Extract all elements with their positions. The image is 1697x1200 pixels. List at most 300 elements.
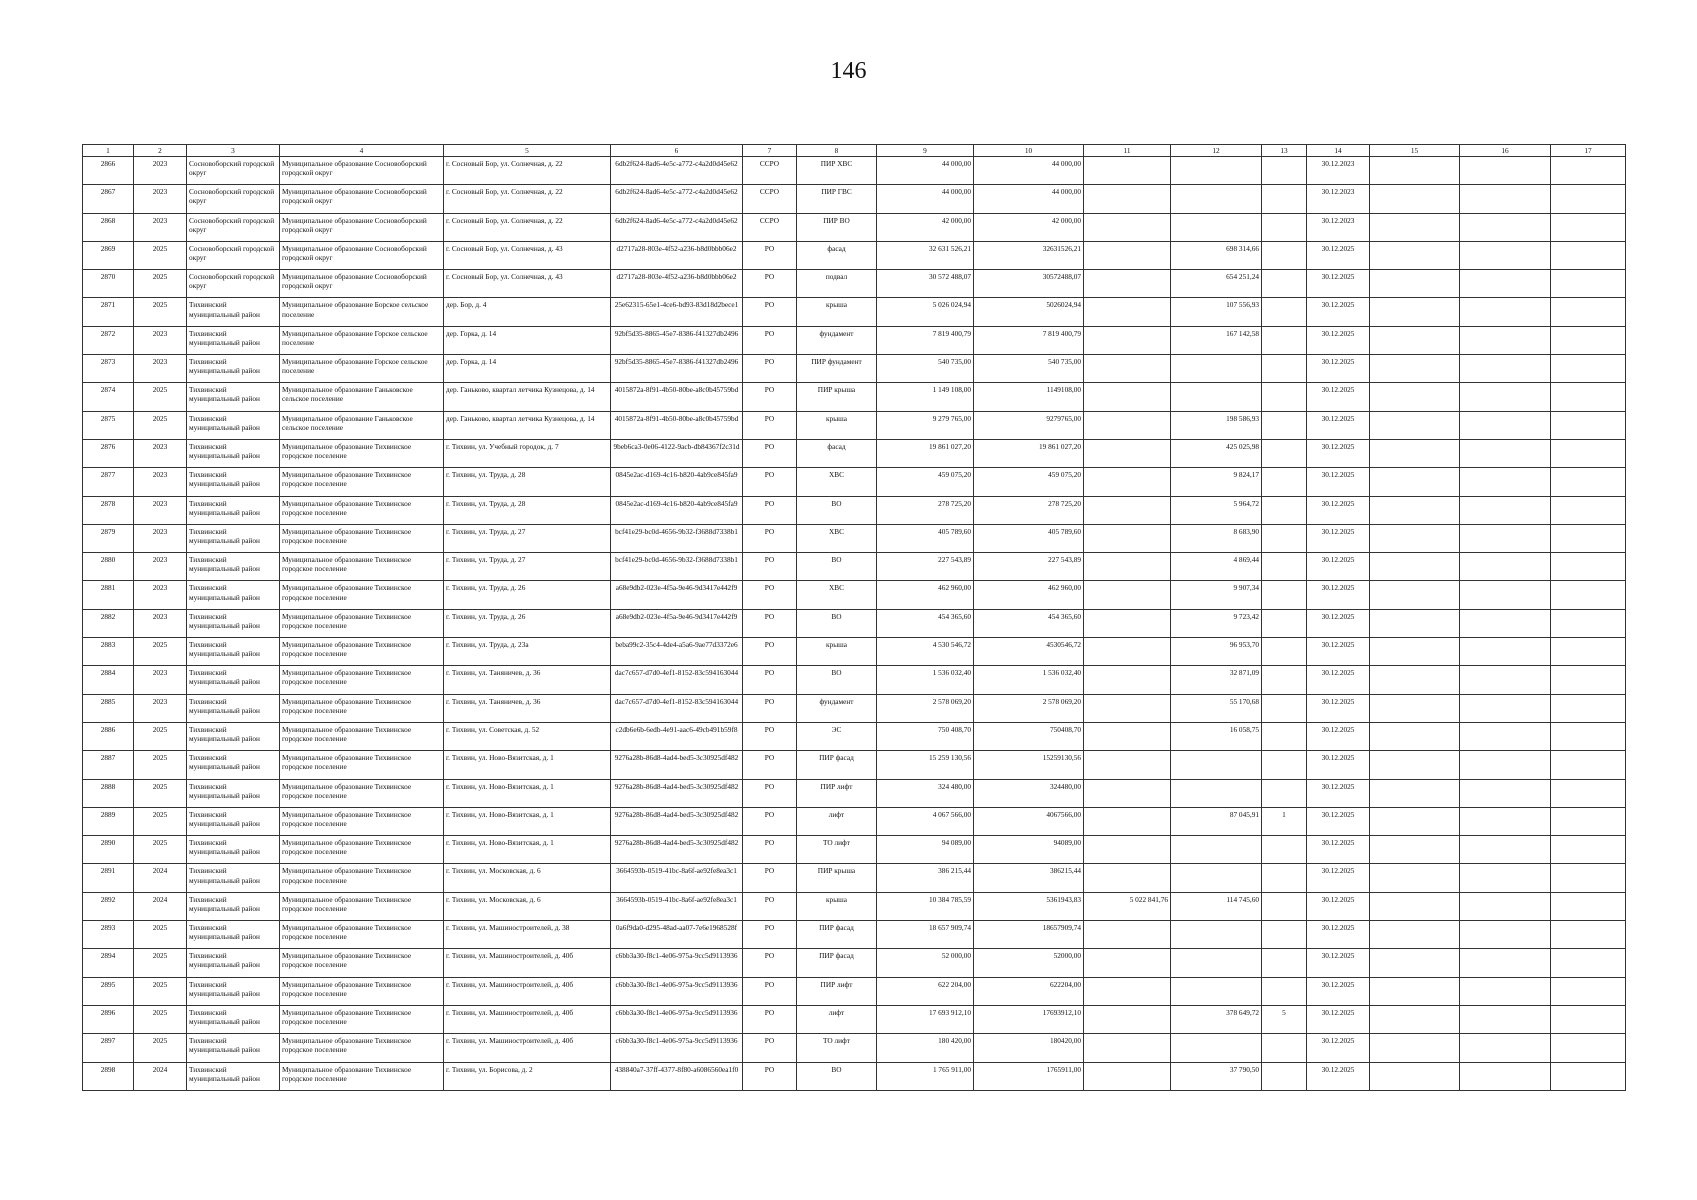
cell-quantity (1262, 751, 1307, 779)
cell-cost-extra: 107 556,93 (1171, 298, 1262, 326)
cell-year: 2023 (134, 213, 187, 241)
cell-municipality: Муниципальное образование Тихвинское городское поселение (280, 921, 444, 949)
table-row (83, 638, 1626, 666)
cell-row-number: 2868 (83, 213, 134, 241)
cell-cost-extra: 9 824,17 (1171, 468, 1262, 496)
cell-quantity (1262, 157, 1307, 185)
cell-quantity (1262, 864, 1307, 892)
table-row (83, 609, 1626, 637)
table-row (83, 949, 1626, 977)
cell-deadline: 30.12.2025 (1307, 270, 1370, 298)
cell-municipality: Муниципальное образование Борское сельское поселение (280, 298, 444, 326)
cell-house-guid: 25e62315-65e1-4ce6-bd93-83d18d2bece1 (611, 298, 743, 326)
cell-district: Сосновоборский городской округ (187, 241, 280, 269)
cell-program: РО (743, 270, 797, 298)
cell-col-16 (1460, 1062, 1551, 1090)
table-row (83, 270, 1626, 298)
table-row (83, 383, 1626, 411)
cell-address: г. Тихвин, ул. Труда, д. 23а (444, 638, 611, 666)
cell-col-16 (1460, 807, 1551, 835)
cell-deadline: 30.12.2025 (1307, 1005, 1370, 1033)
cell-cost-other (1084, 355, 1171, 383)
cell-cost-other (1084, 1034, 1171, 1062)
cell-row-number: 2881 (83, 581, 134, 609)
cell-deadline: 30.12.2025 (1307, 949, 1370, 977)
table-row (83, 722, 1626, 750)
cell-col-15 (1370, 270, 1460, 298)
cell-col-17 (1551, 213, 1626, 241)
cell-cost-extra (1171, 185, 1262, 213)
cell-address: г. Тихвин, ул. Учебный городок, д. 7 (444, 439, 611, 467)
cell-col-16 (1460, 213, 1551, 241)
cell-work-type: фасад (797, 241, 877, 269)
cell-col-16 (1460, 355, 1551, 383)
cell-quantity (1262, 581, 1307, 609)
cell-house-guid: d2717a28-803e-4f52-a236-b8d0bbb06e2 (611, 241, 743, 269)
table-row (83, 298, 1626, 326)
cell-col-15 (1370, 241, 1460, 269)
cell-cost-fund: 94089,00 (974, 836, 1084, 864)
cell-year: 2023 (134, 439, 187, 467)
cell-col-17 (1551, 326, 1626, 354)
cell-col-15 (1370, 638, 1460, 666)
cell-municipality: Муниципальное образование Ганьковское сельское поселение (280, 411, 444, 439)
cell-address: г. Тихвин, ул. Труда, д. 28 (444, 496, 611, 524)
column-header-11: 11 (1084, 145, 1171, 157)
table-row (83, 581, 1626, 609)
cell-col-16 (1460, 836, 1551, 864)
cell-house-guid: 6db2f624-8ad6-4e5c-a772-c4a2d0d45e62 (611, 157, 743, 185)
cell-quantity (1262, 977, 1307, 1005)
cell-program: РО (743, 411, 797, 439)
cell-cost-other (1084, 439, 1171, 467)
cell-program: РО (743, 1005, 797, 1033)
cell-quantity (1262, 241, 1307, 269)
cell-cost-fund: 386215,44 (974, 864, 1084, 892)
cell-address: г. Тихвин, ул. Труда, д. 27 (444, 524, 611, 552)
cell-deadline: 30.12.2025 (1307, 779, 1370, 807)
cell-district: Тихвинский муниципальный район (187, 1005, 280, 1033)
cell-house-guid: c6bb3a30-f8c1-4e06-975a-9cc5d9113936 (611, 977, 743, 1005)
cell-cost-fund: 454 365,60 (974, 609, 1084, 637)
cell-cost-other (1084, 213, 1171, 241)
cell-cost-other (1084, 666, 1171, 694)
cell-house-guid: 9beb6ca3-0e06-4122-9acb-db84367f2c31d (611, 439, 743, 467)
cell-quantity (1262, 836, 1307, 864)
cell-row-number: 2883 (83, 638, 134, 666)
cell-cost-other: 5 022 841,76 (1084, 892, 1171, 920)
table-row (83, 326, 1626, 354)
cell-year: 2023 (134, 185, 187, 213)
cell-district: Сосновоборский городской округ (187, 157, 280, 185)
cell-total-cost: 18 657 909,74 (877, 921, 974, 949)
cell-address: дер. Горка, д. 14 (444, 326, 611, 354)
cell-cost-other (1084, 949, 1171, 977)
column-header-6: 6 (611, 145, 743, 157)
cell-deadline: 30.12.2025 (1307, 751, 1370, 779)
cell-col-17 (1551, 638, 1626, 666)
cell-col-16 (1460, 949, 1551, 977)
cell-municipality: Муниципальное образование Тихвинское городское поселение (280, 751, 444, 779)
cell-col-15 (1370, 694, 1460, 722)
cell-row-number: 2878 (83, 496, 134, 524)
cell-col-16 (1460, 921, 1551, 949)
cell-address: г. Тихвин, ул. Ново-Вязитская, д. 1 (444, 779, 611, 807)
cell-municipality: Муниципальное образование Тихвинское городское поселение (280, 864, 444, 892)
cell-col-15 (1370, 609, 1460, 637)
cell-address: г. Тихвин, ул. Труда, д. 26 (444, 609, 611, 637)
cell-municipality: Муниципальное образование Сосновоборский городской округ (280, 241, 444, 269)
table-row (83, 751, 1626, 779)
column-header-2: 2 (134, 145, 187, 157)
cell-cost-extra (1171, 213, 1262, 241)
cell-work-type: ПИР крыша (797, 864, 877, 892)
cell-district: Тихвинский муниципальный район (187, 553, 280, 581)
cell-district: Тихвинский муниципальный район (187, 496, 280, 524)
cell-col-15 (1370, 751, 1460, 779)
cell-program: РО (743, 779, 797, 807)
cell-work-type: крыша (797, 638, 877, 666)
cell-row-number: 2873 (83, 355, 134, 383)
table-row (83, 1034, 1626, 1062)
cell-col-16 (1460, 722, 1551, 750)
cell-district: Тихвинский муниципальный район (187, 921, 280, 949)
cell-col-16 (1460, 241, 1551, 269)
cell-cost-extra: 87 045,91 (1171, 807, 1262, 835)
cell-col-17 (1551, 439, 1626, 467)
cell-cost-fund: 5361943,83 (974, 892, 1084, 920)
cell-year: 2025 (134, 383, 187, 411)
cell-work-type: ХВС (797, 468, 877, 496)
cell-total-cost: 4 530 546,72 (877, 638, 974, 666)
column-header-5: 5 (444, 145, 611, 157)
cell-deadline: 30.12.2025 (1307, 977, 1370, 1005)
cell-col-17 (1551, 581, 1626, 609)
cell-col-15 (1370, 496, 1460, 524)
cell-year: 2023 (134, 609, 187, 637)
column-header-3: 3 (187, 145, 280, 157)
cell-municipality: Муниципальное образование Тихвинское городское поселение (280, 638, 444, 666)
cell-year: 2023 (134, 524, 187, 552)
cell-col-15 (1370, 921, 1460, 949)
cell-col-16 (1460, 751, 1551, 779)
cell-total-cost: 180 420,00 (877, 1034, 974, 1062)
cell-district: Сосновоборский городской округ (187, 213, 280, 241)
cell-municipality: Муниципальное образование Тихвинское городское поселение (280, 468, 444, 496)
cell-house-guid: 0a6f9da0-d295-48ad-aa07-7e6e1968528f (611, 921, 743, 949)
cell-col-15 (1370, 722, 1460, 750)
cell-program: РО (743, 836, 797, 864)
cell-cost-extra: 198 586,93 (1171, 411, 1262, 439)
cell-total-cost: 4 067 566,00 (877, 807, 974, 835)
cell-program: РО (743, 949, 797, 977)
cell-program: РО (743, 1034, 797, 1062)
cell-work-type: ПИР фасад (797, 949, 877, 977)
cell-house-guid: 92bf5d35-8865-45e7-8386-f41327db2496 (611, 326, 743, 354)
cell-house-guid: 9276a28b-86d8-4ad4-bed5-3c30925df482 (611, 751, 743, 779)
cell-quantity (1262, 694, 1307, 722)
cell-work-type: ПИР ГВС (797, 185, 877, 213)
cell-cost-other (1084, 326, 1171, 354)
cell-col-16 (1460, 581, 1551, 609)
column-header-17: 17 (1551, 145, 1626, 157)
cell-year: 2025 (134, 270, 187, 298)
cell-col-17 (1551, 1062, 1626, 1090)
cell-col-17 (1551, 355, 1626, 383)
cell-total-cost: 19 861 027,20 (877, 439, 974, 467)
cell-cost-fund: 32631526,21 (974, 241, 1084, 269)
cell-total-cost: 462 960,00 (877, 581, 974, 609)
cell-cost-extra: 425 025,98 (1171, 439, 1262, 467)
cell-deadline: 30.12.2025 (1307, 468, 1370, 496)
cell-district: Тихвинский муниципальный район (187, 751, 280, 779)
cell-cost-other (1084, 694, 1171, 722)
cell-col-16 (1460, 411, 1551, 439)
column-header-1: 1 (83, 145, 134, 157)
cell-cost-other (1084, 864, 1171, 892)
cell-quantity (1262, 468, 1307, 496)
cell-address: г. Тихвин, ул. Труда, д. 28 (444, 468, 611, 496)
cell-deadline: 30.12.2025 (1307, 921, 1370, 949)
cell-col-16 (1460, 185, 1551, 213)
cell-row-number: 2895 (83, 977, 134, 1005)
cell-total-cost: 44 000,00 (877, 157, 974, 185)
cell-district: Тихвинский муниципальный район (187, 864, 280, 892)
cell-quantity (1262, 439, 1307, 467)
table-row (83, 524, 1626, 552)
table-row (83, 355, 1626, 383)
cell-year: 2025 (134, 779, 187, 807)
cell-address: г. Сосновый Бор, ул. Солнечная, д. 43 (444, 241, 611, 269)
cell-col-16 (1460, 892, 1551, 920)
cell-col-15 (1370, 213, 1460, 241)
cell-deadline: 30.12.2023 (1307, 185, 1370, 213)
cell-deadline: 30.12.2025 (1307, 666, 1370, 694)
column-header-14: 14 (1307, 145, 1370, 157)
cell-deadline: 30.12.2025 (1307, 439, 1370, 467)
cell-municipality: Муниципальное образование Сосновоборский городской округ (280, 157, 444, 185)
cell-house-guid: 3664593b-0519-41bc-8a6f-ae92fe8ea3c1 (611, 892, 743, 920)
cell-program: РО (743, 439, 797, 467)
cell-cost-other (1084, 270, 1171, 298)
cell-year: 2023 (134, 326, 187, 354)
cell-program: РО (743, 553, 797, 581)
cell-cost-fund: 44 000,00 (974, 185, 1084, 213)
cell-district: Тихвинский муниципальный район (187, 609, 280, 637)
cell-total-cost: 10 384 785,59 (877, 892, 974, 920)
cell-program: РО (743, 892, 797, 920)
cell-work-type: ВО (797, 609, 877, 637)
cell-col-17 (1551, 949, 1626, 977)
cell-work-type: фасад (797, 439, 877, 467)
cell-quantity (1262, 779, 1307, 807)
cell-row-number: 2877 (83, 468, 134, 496)
cell-municipality: Муниципальное образование Сосновоборский городской округ (280, 270, 444, 298)
cell-work-type: ХВС (797, 581, 877, 609)
cell-municipality: Муниципальное образование Тихвинское городское поселение (280, 581, 444, 609)
cell-deadline: 30.12.2025 (1307, 807, 1370, 835)
cell-work-type: ПИР крыша (797, 383, 877, 411)
cell-cost-other (1084, 524, 1171, 552)
cell-col-16 (1460, 864, 1551, 892)
cell-col-16 (1460, 157, 1551, 185)
cell-cost-extra: 167 142,58 (1171, 326, 1262, 354)
cell-row-number: 2867 (83, 185, 134, 213)
cell-cost-other (1084, 779, 1171, 807)
cell-address: дер. Горка, д. 14 (444, 355, 611, 383)
cell-row-number: 2898 (83, 1062, 134, 1090)
cell-cost-fund: 5026024,94 (974, 298, 1084, 326)
cell-col-15 (1370, 157, 1460, 185)
cell-col-17 (1551, 836, 1626, 864)
cell-municipality: Муниципальное образование Сосновоборский городской округ (280, 213, 444, 241)
cell-house-guid: d2717a28-803e-4f52-a236-b8d0bbb06e2 (611, 270, 743, 298)
cell-year: 2023 (134, 694, 187, 722)
cell-cost-extra: 55 170,68 (1171, 694, 1262, 722)
cell-deadline: 30.12.2025 (1307, 1062, 1370, 1090)
cell-address: дер. Ганьково, квартал летчика Кузнецова, д. 14 (444, 411, 611, 439)
cell-district: Тихвинский муниципальный район (187, 694, 280, 722)
cell-cost-other (1084, 468, 1171, 496)
cell-col-15 (1370, 892, 1460, 920)
cell-col-17 (1551, 241, 1626, 269)
column-header-8: 8 (797, 145, 877, 157)
cell-district: Тихвинский муниципальный район (187, 666, 280, 694)
cell-col-15 (1370, 666, 1460, 694)
cell-house-guid: 4015872a-8f91-4b50-80be-a8c0b45759bd (611, 383, 743, 411)
cell-total-cost: 1 765 911,00 (877, 1062, 974, 1090)
cell-cost-extra (1171, 355, 1262, 383)
cell-cost-extra (1171, 1034, 1262, 1062)
cell-house-guid: c6bb3a30-f8c1-4e06-975a-9cc5d9113936 (611, 1034, 743, 1062)
cell-row-number: 2866 (83, 157, 134, 185)
cell-total-cost: 386 215,44 (877, 864, 974, 892)
column-header-16: 16 (1460, 145, 1551, 157)
cell-house-guid: c2db6e6b-6edb-4e91-aac6-49cb491b59f8 (611, 722, 743, 750)
cell-deadline: 30.12.2025 (1307, 694, 1370, 722)
cell-program: РО (743, 751, 797, 779)
cell-program: РО (743, 383, 797, 411)
cell-cost-fund: 324480,00 (974, 779, 1084, 807)
cell-quantity (1262, 722, 1307, 750)
cell-row-number: 2871 (83, 298, 134, 326)
cell-col-17 (1551, 1005, 1626, 1033)
cell-col-15 (1370, 298, 1460, 326)
cell-col-16 (1460, 326, 1551, 354)
table-row (83, 185, 1626, 213)
cell-municipality: Муниципальное образование Тихвинское городское поселение (280, 439, 444, 467)
cell-year: 2024 (134, 892, 187, 920)
cell-cost-extra: 114 745,60 (1171, 892, 1262, 920)
cell-program: РО (743, 807, 797, 835)
cell-deadline: 30.12.2025 (1307, 581, 1370, 609)
cell-cost-extra (1171, 383, 1262, 411)
cell-cost-other (1084, 1062, 1171, 1090)
cell-cost-other (1084, 977, 1171, 1005)
table-row (83, 439, 1626, 467)
cell-district: Тихвинский муниципальный район (187, 326, 280, 354)
cell-cost-fund: 180420,00 (974, 1034, 1084, 1062)
cell-total-cost: 540 735,00 (877, 355, 974, 383)
cell-municipality: Муниципальное образование Тихвинское городское поселение (280, 694, 444, 722)
cell-cost-other (1084, 496, 1171, 524)
cell-col-17 (1551, 892, 1626, 920)
cell-year: 2025 (134, 1034, 187, 1062)
cell-house-guid: beba99c2-35c4-4de4-a5a6-9ae77d3372e6 (611, 638, 743, 666)
cell-cost-fund: 18657909,74 (974, 921, 1084, 949)
table-header-row (83, 145, 1626, 157)
cell-col-15 (1370, 1034, 1460, 1062)
cell-year: 2023 (134, 468, 187, 496)
cell-work-type: фундамент (797, 694, 877, 722)
cell-quantity (1262, 553, 1307, 581)
cell-cost-other (1084, 638, 1171, 666)
cell-program: РО (743, 977, 797, 1005)
cell-address: г. Тихвин, ул. Таняничев, д. 36 (444, 694, 611, 722)
cell-work-type: ТО лифт (797, 836, 877, 864)
cell-district: Тихвинский муниципальный район (187, 638, 280, 666)
cell-row-number: 2887 (83, 751, 134, 779)
cell-row-number: 2890 (83, 836, 134, 864)
column-header-10: 10 (974, 145, 1084, 157)
cell-work-type: ПИР лифт (797, 977, 877, 1005)
cell-work-type: ПИР фундамент (797, 355, 877, 383)
cell-quantity (1262, 496, 1307, 524)
cell-cost-fund: 540 735,00 (974, 355, 1084, 383)
cell-municipality: Муниципальное образование Тихвинское городское поселение (280, 496, 444, 524)
cell-cost-extra: 9 723,42 (1171, 609, 1262, 637)
cell-year: 2025 (134, 977, 187, 1005)
cell-cost-extra: 37 790,50 (1171, 1062, 1262, 1090)
cell-deadline: 30.12.2025 (1307, 1034, 1370, 1062)
cell-row-number: 2896 (83, 1005, 134, 1033)
cell-col-15 (1370, 836, 1460, 864)
cell-quantity (1262, 355, 1307, 383)
cell-cost-extra: 8 683,90 (1171, 524, 1262, 552)
cell-municipality: Муниципальное образование Тихвинское городское поселение (280, 807, 444, 835)
cell-col-17 (1551, 524, 1626, 552)
cell-district: Сосновоборский городской округ (187, 185, 280, 213)
cell-deadline: 30.12.2023 (1307, 157, 1370, 185)
table-row (83, 241, 1626, 269)
cell-address: г. Тихвин, ул. Труда, д. 26 (444, 581, 611, 609)
cell-cost-other (1084, 298, 1171, 326)
cell-work-type: фундамент (797, 326, 877, 354)
cell-district: Тихвинский муниципальный район (187, 1062, 280, 1090)
cell-col-16 (1460, 468, 1551, 496)
cell-col-16 (1460, 694, 1551, 722)
cell-year: 2024 (134, 1062, 187, 1090)
cell-municipality: Муниципальное образование Тихвинское городское поселение (280, 779, 444, 807)
cell-cost-extra: 654 251,24 (1171, 270, 1262, 298)
table-row (83, 1062, 1626, 1090)
cell-district: Тихвинский муниципальный район (187, 1034, 280, 1062)
cell-quantity (1262, 524, 1307, 552)
cell-total-cost: 454 365,60 (877, 609, 974, 637)
cell-program: РО (743, 524, 797, 552)
cell-col-15 (1370, 807, 1460, 835)
cell-cost-fund: 227 543,89 (974, 553, 1084, 581)
cell-cost-other (1084, 553, 1171, 581)
cell-address: г. Тихвин, ул. Труда, д. 27 (444, 553, 611, 581)
cell-cost-fund: 17693912,10 (974, 1005, 1084, 1033)
cell-house-guid: a68e9db2-023e-4f5a-9e46-9d3417e442f9 (611, 581, 743, 609)
cell-row-number: 2886 (83, 722, 134, 750)
cell-work-type: крыша (797, 411, 877, 439)
cell-col-16 (1460, 1005, 1551, 1033)
cell-total-cost: 32 631 526,21 (877, 241, 974, 269)
cell-year: 2025 (134, 807, 187, 835)
